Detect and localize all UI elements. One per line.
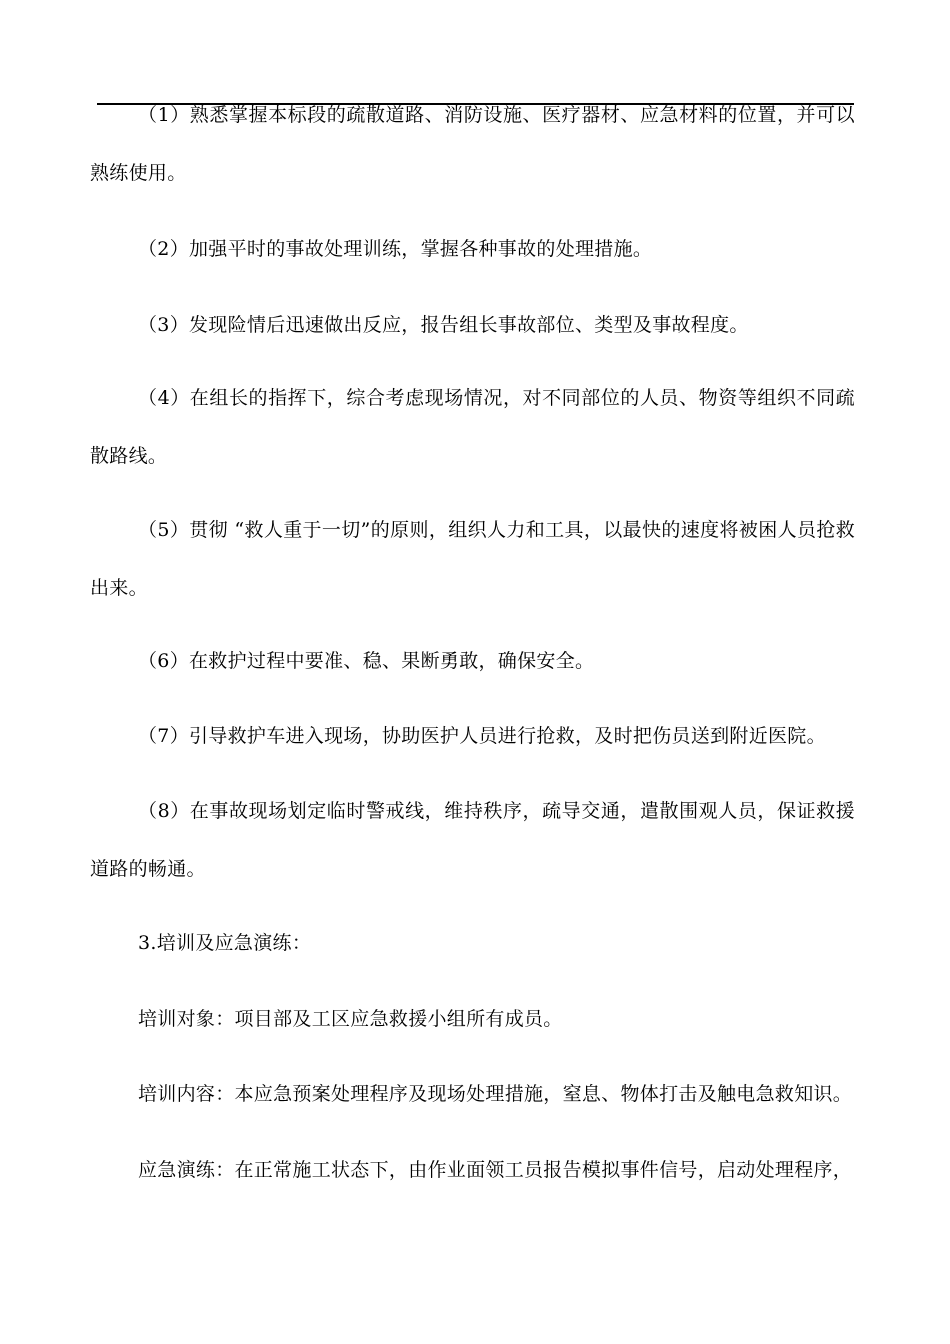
paragraph-4: （4）在组长的指挥下，综合考虑现场情况，对不同部位的人员、物资等组织不同疏散路线。 xyxy=(90,387,855,467)
paragraph-1: （1）熟悉掌握本标段的疏散道路、消防设施、医疗器材、应急材料的位置，并可以熟练使用。 xyxy=(90,104,855,184)
paragraph-5: （5）贯彻 “救人重于一切”的原则，组织人力和工具，以最快的速度将被困人员抢救出来。 xyxy=(90,519,855,599)
paragraph-8: （8）在事故现场划定临时警戒线，维持秩序，疏导交通，遣散围观人员，保证救援道路的畅通。 xyxy=(90,800,855,880)
section-heading: 3.培训及应急演练： xyxy=(138,932,312,954)
paragraph-7: （7）引导救护车进入现场，协助医护人员进行抢救，及时把伤员送到附近医院。 xyxy=(138,725,826,747)
training-content: 培训内容：本应急预案处理程序及现场处理措施，窒息、物体打击及触电急救知识。 xyxy=(138,1083,853,1105)
training-target: 培训对象：项目部及工区应急救援小组所有成员。 xyxy=(138,1008,563,1030)
paragraph-6: （6）在救护过程中要准、稳、果断勇敢，确保安全。 xyxy=(138,650,595,672)
paragraph-3: （3）发现险情后迅速做出反应，报告组长事故部位、类型及事故程度。 xyxy=(138,314,749,336)
paragraph-2: （2）加强平时的事故处理训练，掌握各种事故的处理措施。 xyxy=(138,238,653,260)
emergency-drill: 应急演练：在正常施工状态下，由作业面领工员报告模拟事件信号，启动处理程序， xyxy=(138,1159,853,1181)
